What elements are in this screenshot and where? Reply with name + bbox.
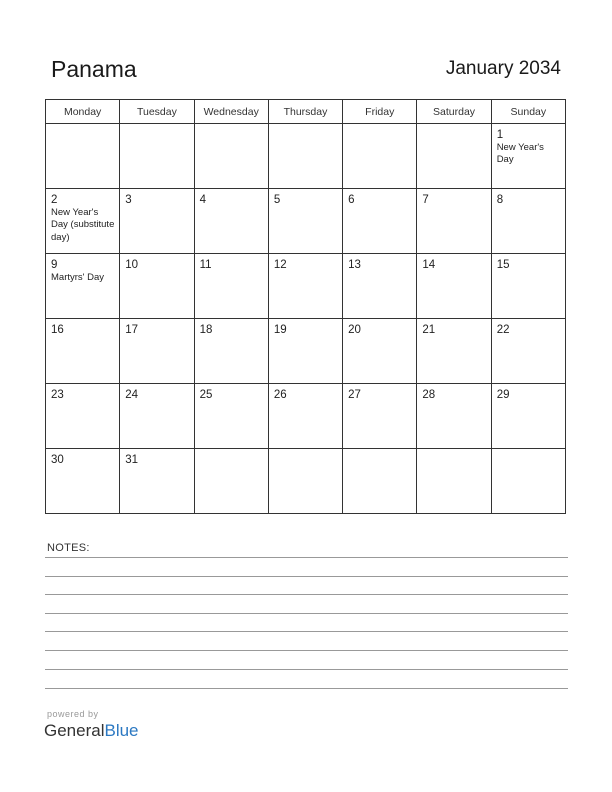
day-number: 15 [496, 259, 510, 271]
day-cell [120, 254, 194, 319]
day-number: 21 [422, 324, 436, 336]
note-line [45, 688, 568, 689]
week-row [46, 189, 566, 254]
day-cell [120, 124, 194, 189]
day-cell [46, 124, 120, 189]
weekday-header: Saturday [417, 100, 491, 124]
day-number: 5 [273, 194, 281, 206]
day-cell [491, 319, 565, 384]
calendar-grid [45, 99, 566, 514]
day-cell [343, 319, 417, 384]
week-row [46, 124, 566, 189]
day-cell [194, 124, 268, 189]
day-number: 20 [348, 324, 361, 336]
day-cell [120, 449, 194, 514]
day-number: 22 [496, 324, 510, 336]
day-cell [417, 384, 491, 449]
day-cell [417, 254, 491, 319]
day-cell [268, 124, 342, 189]
day-cell [46, 384, 120, 449]
day-cell [194, 449, 268, 514]
week-row [46, 254, 566, 319]
day-cell [417, 189, 491, 254]
week-row [46, 319, 566, 384]
day-cell [491, 124, 565, 189]
day-cell [343, 449, 417, 514]
weekday-header: Thursday [268, 100, 342, 124]
day-cell [268, 449, 342, 514]
day-cell [46, 319, 120, 384]
day-number: 24 [125, 389, 139, 401]
note-line [45, 650, 568, 651]
note-line [45, 576, 568, 577]
day-number: 1 [496, 129, 504, 141]
weekday-header: Wednesday [194, 100, 268, 124]
day-number: 7 [422, 194, 429, 206]
day-number: 26 [273, 389, 287, 401]
weekday-header: Friday [343, 100, 417, 124]
day-number: 6 [348, 194, 355, 206]
day-number: 14 [422, 259, 436, 271]
day-number: 4 [199, 194, 206, 206]
note-line [45, 669, 568, 670]
week-row [46, 384, 566, 449]
day-number: 10 [125, 259, 139, 271]
day-number: 12 [273, 259, 287, 271]
day-cell [46, 449, 120, 514]
day-cell [268, 189, 342, 254]
notes-label: NOTES: [47, 542, 90, 554]
day-cell [343, 254, 417, 319]
day-cell [343, 384, 417, 449]
brand-general: General [44, 721, 105, 740]
day-cell [343, 124, 417, 189]
day-number: 23 [51, 389, 64, 401]
day-cell [120, 384, 194, 449]
day-number: 30 [51, 454, 64, 466]
day-number: 25 [199, 389, 213, 401]
holiday-label: Martyrs' Day [51, 272, 105, 283]
brand-logo [44, 721, 139, 741]
day-number: 27 [348, 389, 361, 401]
day-cell [491, 449, 565, 514]
day-number: 9 [51, 259, 58, 271]
day-cell [46, 254, 120, 319]
day-cell [268, 254, 342, 319]
weekday-header: Monday [46, 100, 120, 124]
day-cell [194, 254, 268, 319]
day-number: 2 [51, 194, 58, 206]
day-cell [491, 254, 565, 319]
day-cell [194, 189, 268, 254]
day-cell [194, 319, 268, 384]
country-title: Panama [51, 56, 137, 82]
day-cell [417, 449, 491, 514]
weekday-header: Tuesday [120, 100, 194, 124]
day-cell [120, 319, 194, 384]
day-cell [343, 189, 417, 254]
note-line [45, 594, 568, 595]
day-cell [268, 319, 342, 384]
brand-blue: Blue [104, 721, 139, 740]
day-number: 18 [199, 324, 213, 336]
day-number: 17 [125, 324, 139, 336]
day-cell [491, 384, 565, 449]
day-number: 13 [348, 259, 361, 271]
day-cell [46, 189, 120, 254]
day-cell [268, 384, 342, 449]
note-line [45, 631, 568, 632]
month-title: January 2034 [445, 58, 561, 79]
week-row [46, 449, 566, 514]
day-cell [417, 319, 491, 384]
holiday-label: New Year's Day (substitute day) [51, 207, 115, 243]
weekday-header: Sunday [491, 100, 565, 124]
day-number: 3 [125, 194, 132, 206]
holiday-label: New Year's Day [496, 142, 544, 166]
day-number: 29 [496, 389, 510, 401]
note-line [45, 557, 568, 558]
day-cell [417, 124, 491, 189]
day-number: 8 [496, 194, 504, 206]
day-number: 19 [273, 324, 287, 336]
day-number: 28 [422, 389, 436, 401]
day-cell [120, 189, 194, 254]
note-line [45, 613, 568, 614]
day-number: 16 [51, 324, 64, 336]
weekday-header-row [46, 100, 566, 124]
powered-by-label: powered by [47, 709, 99, 719]
day-number: 31 [125, 454, 139, 466]
day-cell [491, 189, 565, 254]
day-cell [194, 384, 268, 449]
day-number: 11 [199, 259, 212, 271]
